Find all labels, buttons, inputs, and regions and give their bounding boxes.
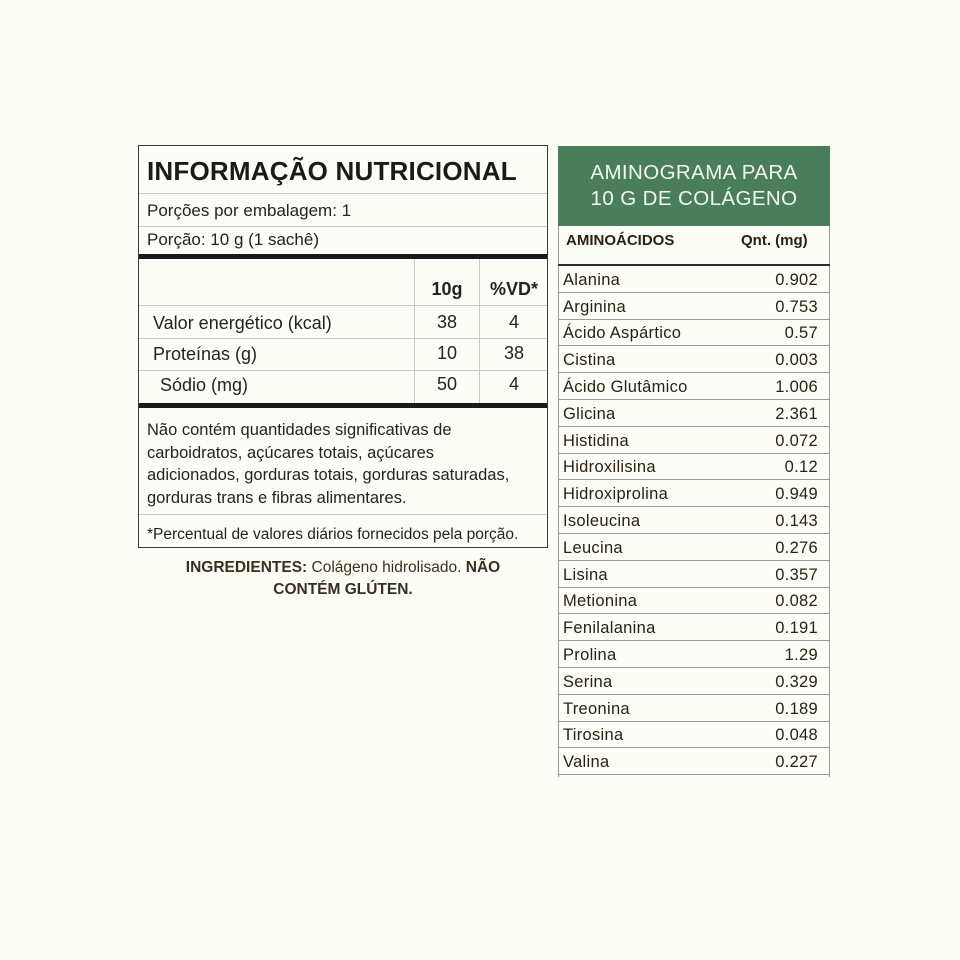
amino-name: Cistina <box>563 351 616 370</box>
amino-value: 0.143 <box>775 511 818 530</box>
amino-name: Serina <box>563 672 613 691</box>
divider <box>139 338 547 339</box>
amino-row <box>558 722 830 749</box>
ingredients-label: INGREDIENTES: <box>185 559 308 576</box>
aminogram-title: AMINOGRAMA PARA <box>590 161 798 184</box>
aminogram-header <box>558 146 830 226</box>
amino-value: 0.072 <box>775 431 818 450</box>
column-header-dv: %VD* <box>489 279 538 299</box>
amino-value: 0.57 <box>784 324 818 343</box>
divider <box>139 514 547 515</box>
ingredients-statement <box>138 557 548 601</box>
amino-value: 0.003 <box>775 351 818 370</box>
nutrition-note <box>147 419 542 509</box>
amino-row <box>558 373 830 400</box>
nutrition-title: INFORMAÇÃO NUTRICIONAL <box>147 156 517 186</box>
divider <box>139 305 547 306</box>
amino-name: Arginina <box>563 297 626 316</box>
amino-value: 2.361 <box>775 404 818 423</box>
amino-row <box>558 695 830 722</box>
note-line: adicionados, gorduras totais, gorduras saturadas, <box>147 466 510 484</box>
amino-value: 0.12 <box>784 458 818 477</box>
amino-value: 1.006 <box>775 377 818 396</box>
amino-value: 0.189 <box>775 699 818 718</box>
amino-row <box>558 266 830 293</box>
amino-name: Prolina <box>563 645 617 664</box>
nutrient-label: Proteínas (g) <box>153 344 258 364</box>
amino-value: 0.082 <box>775 592 818 611</box>
amino-row <box>558 454 830 481</box>
amino-row <box>558 748 830 775</box>
amino-name: Hidroxiprolina <box>563 485 669 504</box>
amino-name: Valina <box>563 753 610 772</box>
amino-name: Ácido Aspártico <box>563 324 682 343</box>
nutrient-dv: 4 <box>508 312 519 332</box>
divider <box>139 193 547 194</box>
nutrient-dv: 4 <box>508 374 519 394</box>
amino-row <box>558 507 830 534</box>
amino-value: 0.191 <box>775 619 818 638</box>
gluten-warning: CONTÉM GLÚTEN. <box>273 581 413 598</box>
amino-value: 0.357 <box>775 565 818 584</box>
amino-value: 0.902 <box>775 270 818 289</box>
nutrient-amount: 10 <box>436 343 458 363</box>
amino-value: 0.227 <box>775 753 818 772</box>
amino-row <box>558 614 830 641</box>
amino-value: 1.29 <box>784 645 818 664</box>
amino-name: Lisina <box>563 565 608 584</box>
servings-per-package: Porções por embalagem: 1 <box>147 201 352 220</box>
aminogram-title: 10 G DE COLÁGENO <box>590 187 798 210</box>
amino-row <box>558 400 830 427</box>
amino-value: 0.276 <box>775 538 818 557</box>
amino-value: 0.329 <box>775 672 818 691</box>
amino-row <box>558 561 830 588</box>
aminogram-column-name: AMINOÁCIDOS <box>566 232 675 249</box>
amino-value: 0.753 <box>775 297 818 316</box>
amino-row <box>558 427 830 454</box>
amino-name: Fenilalanina <box>563 619 656 638</box>
aminogram-column-quantity: Qnt. (mg) <box>741 232 808 249</box>
serving-size: Porção: 10 g (1 sachê) <box>147 230 319 249</box>
amino-name: Glicina <box>563 404 616 423</box>
amino-name: Alanina <box>563 270 621 289</box>
note-line: gorduras trans e fibras alimentares. <box>147 488 407 507</box>
gluten-warning: NÃO <box>465 559 501 576</box>
amino-name: Tirosina <box>563 726 624 745</box>
daily-value-footnote: *Percentual de valores diários fornecidos pela porção. <box>147 526 519 543</box>
divider <box>139 370 547 371</box>
nutrition-facts-table <box>138 145 548 548</box>
amino-row <box>558 480 830 507</box>
amino-value: 0.048 <box>775 726 818 745</box>
nutrient-amount: 38 <box>436 312 458 332</box>
nutrient-label: Sódio (mg) <box>160 375 249 395</box>
column-header-amount: 10g <box>431 279 463 299</box>
amino-row <box>558 668 830 695</box>
amino-row <box>558 293 830 320</box>
note-line: carboidratos, açúcares totais, açúcares <box>147 443 435 462</box>
thick-divider <box>139 254 547 259</box>
ingredients-text: Colágeno hidrolisado. <box>311 559 462 576</box>
amino-row <box>558 534 830 561</box>
amino-row <box>558 641 830 668</box>
nutrient-label: Valor energético (kcal) <box>153 313 332 333</box>
amino-row <box>558 588 830 615</box>
nutrient-amount: 50 <box>436 374 458 394</box>
divider <box>139 226 547 227</box>
amino-name: Histidina <box>563 431 629 450</box>
amino-value: 0.949 <box>775 485 818 504</box>
amino-name: Hidroxilisina <box>563 458 656 477</box>
nutrient-dv: 38 <box>503 343 525 363</box>
note-line: Não contém quantidades significativas de <box>147 421 452 439</box>
amino-row <box>558 320 830 347</box>
amino-name: Ácido Glutâmico <box>563 377 688 396</box>
amino-name: Treonina <box>563 699 630 718</box>
thick-divider <box>139 403 547 408</box>
amino-name: Leucina <box>563 538 623 557</box>
amino-row <box>558 346 830 373</box>
amino-name: Metionina <box>563 592 638 611</box>
amino-name: Isoleucina <box>563 511 641 530</box>
